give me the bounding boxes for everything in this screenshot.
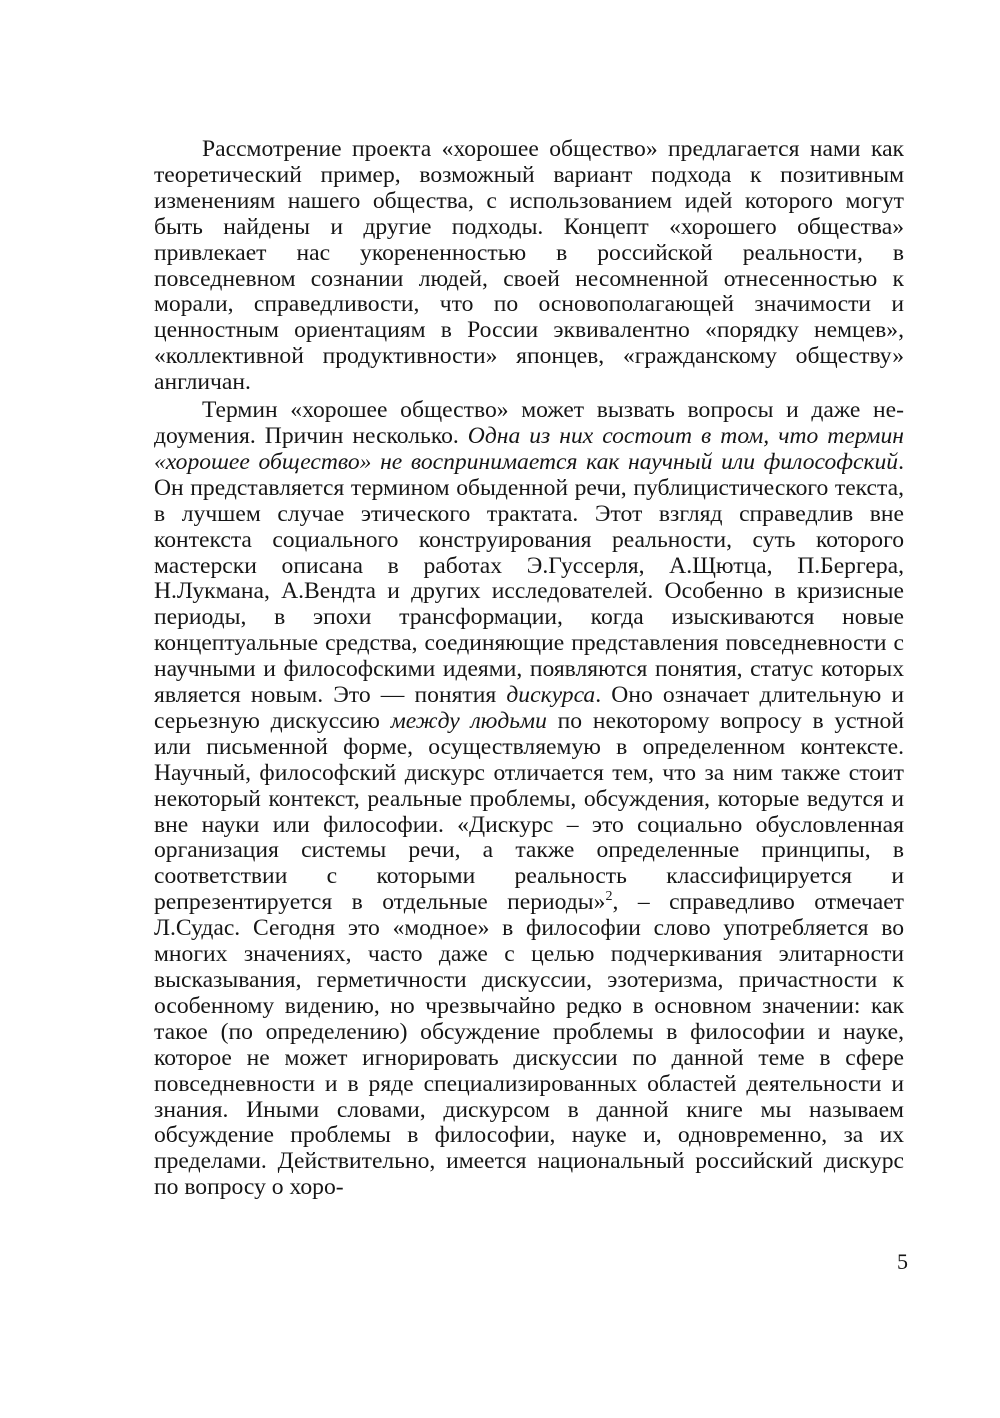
italic-text: между людьми — [390, 707, 547, 734]
text-run: Рассмотрение проекта «хорошее общество» предлагается нами как теоретический пример, возможный вариант подхода к позитивным изменениям нашего общества, с использованием идей которого могут быть найдены и другие подходы. Концепт «хорошего общества» привлекает нас укорененностью в российской реальности, в повседневном сознании людей, своей несомненной отнесенностью к морали, справедливости, что по основополагающей значимости и ценностным ориентациям в России эквивалентно «порядку немцев», «коллективной продуктивности» японцев, «гражданскому обществу» англичан. — [154, 136, 904, 396]
text-run: . Оно означает длительную и серьезную дискуссию — [154, 682, 904, 734]
paragraph — [154, 137, 904, 396]
text-run: . Он представляется термином обыденной речи, публицистического текста, в лучшем случае этического трактата. Этот взгляд справедлив вне контекста социального конструирования реальности, суть которого мастерски описана в работах Э.Гуссерля, А.Щютца, П.Бергера, Н.Лукмана, А.Вендта и других исследователей. Особенно в кризисные периоды, в эпохи трансформации, когда изыскиваются новые концептуальные средства, соединяющие представления повседневности с научными и философскими идеями, появляются понятия, статус которых является новым. Это — понятия — [154, 448, 904, 709]
italic-text: Одна из них состоит в том, что термин «хорошее общество» не воспринимается как научный или философский — [154, 422, 904, 475]
footnote-marker: 2 — [605, 889, 613, 905]
italic-text: дискурса — [506, 682, 596, 709]
text-run: , – справедливо отмечает Л.Судас. Сегодня это «модное» в философии слово употребляется во многих значениях, часто даже с целью подчеркивания элитарности высказывания, герметичности дискуссии, эзотеризма, причастности к особенному видению, но чрезвычайно редко в основном значении: как такое (по определению) обсуждение проблемы в философии и науке, которое не может игнорировать дискуссии по данной теме в сфере повседневности и в ряде специализированных областей деятельности и знания. Иными словами, дискурсом в данной книге мы называем обсуждение проблемы в философии, науке и, одновременно, за их пределами. Действительно, имеется национальный российский дискурс по вопросу о хоро- — [154, 889, 904, 1201]
text-run: Термин «хорошее общество» может вызвать вопросы и даже недоумения. Причин несколько. — [154, 397, 904, 449]
paragraph — [154, 398, 904, 1201]
body-text — [154, 137, 904, 1201]
page-number: 5 — [897, 1249, 908, 1274]
text-run: по некоторому вопросу в устной или письменной форме, осуществляемую в определенном контексте. Научный, философский дискурс отличается тем, что за ним также стоит некоторый контекст, реальные проблемы, обсуждения, которые ведутся и вне науки или философии. «Дискурс – это социально обусловленная организация системы речи, а также определенные принципы, в соответствии с которыми реальность классифицируется и репрезентируется в отдельные периоды» — [154, 707, 904, 916]
